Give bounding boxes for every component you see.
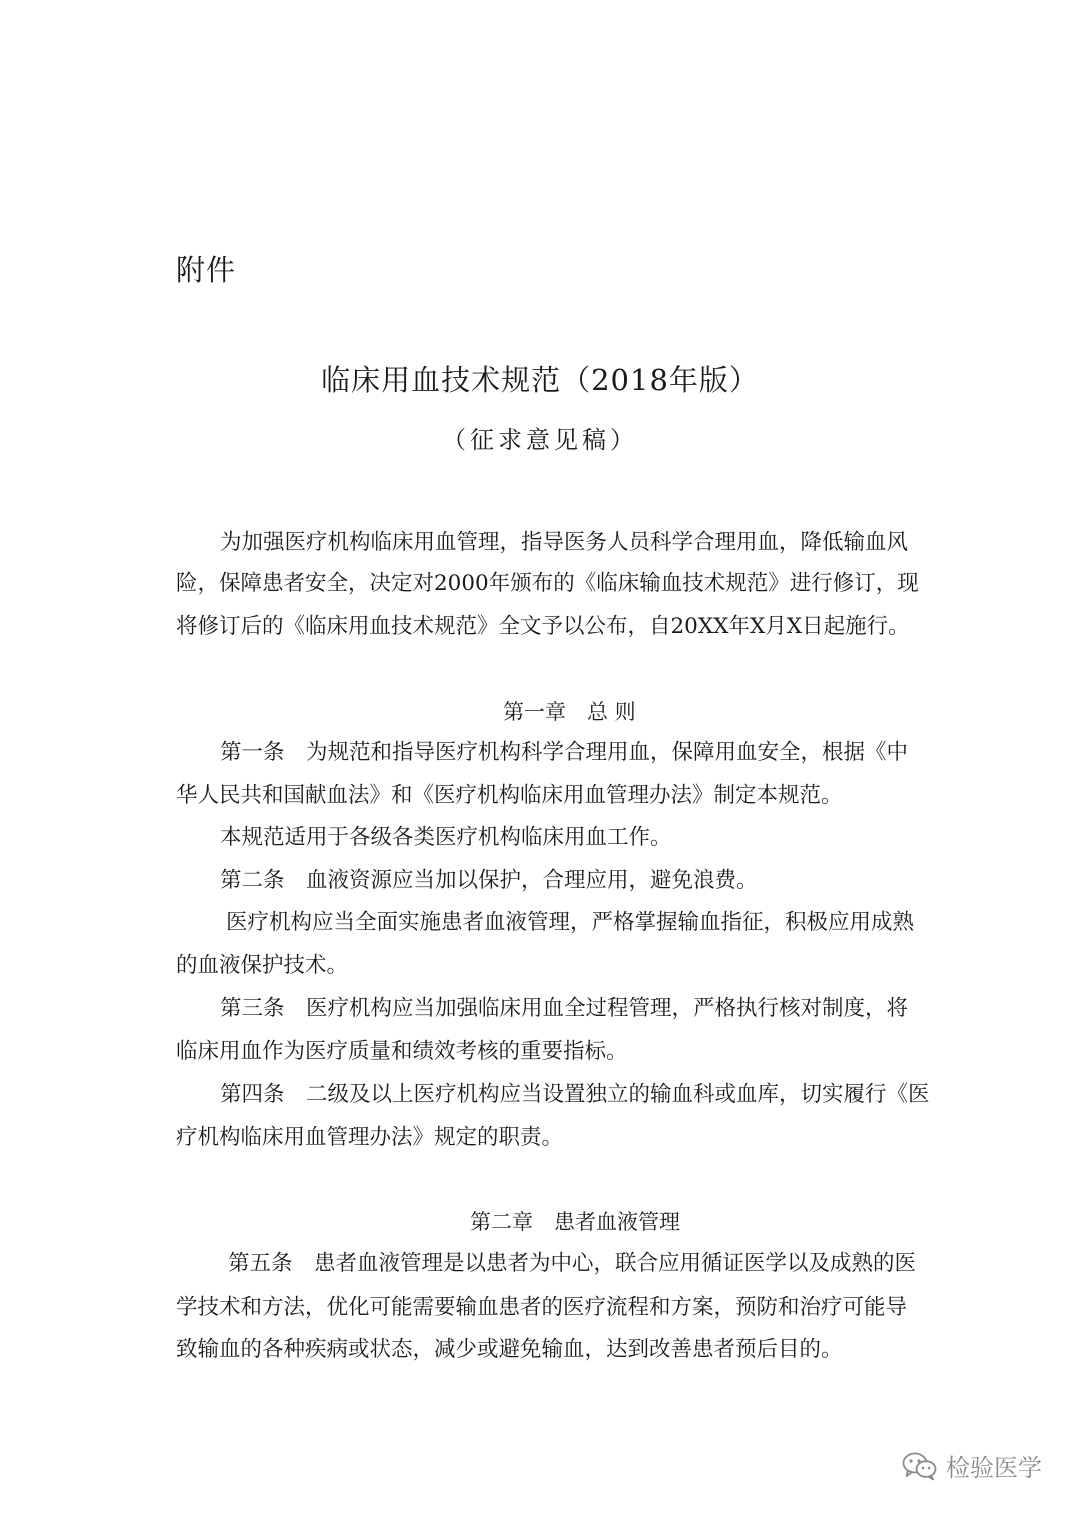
preface-line: 险，保障患者安全，决定对2000年颁布的《临床输血技术规范》进行修订，现	[176, 571, 919, 596]
document-subtitle: （征求意见稿）	[442, 426, 638, 454]
article-line: 第四条 二级及以上医疗机构应当设置独立的输血科或血库，切实履行《医	[220, 1082, 930, 1107]
wechat-icon	[902, 1451, 938, 1481]
article-line: 临床用血作为医疗质量和绩效考核的重要指标。	[176, 1039, 628, 1064]
article-line: 本规范适用于各级各类医疗机构临床用血工作。	[220, 825, 672, 850]
watermark-text: 检验医学	[946, 1454, 1042, 1482]
attachment-label: 附件	[176, 253, 237, 287]
chapter-1-heading: 第一章 总 则	[503, 700, 636, 724]
article-line: 华人民共和国献血法》和《医疗机构临床用血管理办法》制定本规范。	[176, 783, 843, 808]
preface-line: 将修订后的《临床用血技术规范》全文予以公布，自20XX年X月X日起施行。	[176, 614, 910, 639]
article-line: 学技术和方法，优化可能需要输血患者的医疗流程和方案，预防和治疗可能导	[176, 1295, 908, 1320]
chapter-2-heading: 第二章 患者血液管理	[470, 1210, 680, 1234]
article-line: 第五条 患者血液管理是以患者为中心，联合应用循证医学以及成熟的医	[228, 1251, 917, 1276]
article-line: 医疗机构应当全面实施患者血液管理，严格掌握输血指征，积极应用成熟	[226, 910, 915, 935]
article-line: 疗机构临床用血管理办法》规定的职责。	[176, 1125, 564, 1150]
article-line: 致输血的各种疾病或状态，减少或避免输血，达到改善患者预后目的。	[176, 1337, 843, 1362]
document-title: 临床用血技术规范（2018年版）	[321, 363, 759, 397]
article-line: 第二条 血液资源应当加以保护，合理应用，避免浪费。	[220, 868, 758, 893]
watermark	[902, 1448, 1042, 1483]
preface-line: 为加强医疗机构临床用血管理，指导医务人员科学合理用血，降低输血风	[220, 530, 909, 555]
article-line: 第一条 为规范和指导医疗机构科学合理用血，保障用血安全，根据《中	[220, 740, 909, 765]
article-line: 第三条 医疗机构应当加强临床用血全过程管理，严格执行核对制度，将	[220, 996, 909, 1021]
article-line: 的血液保护技术。	[176, 953, 349, 978]
